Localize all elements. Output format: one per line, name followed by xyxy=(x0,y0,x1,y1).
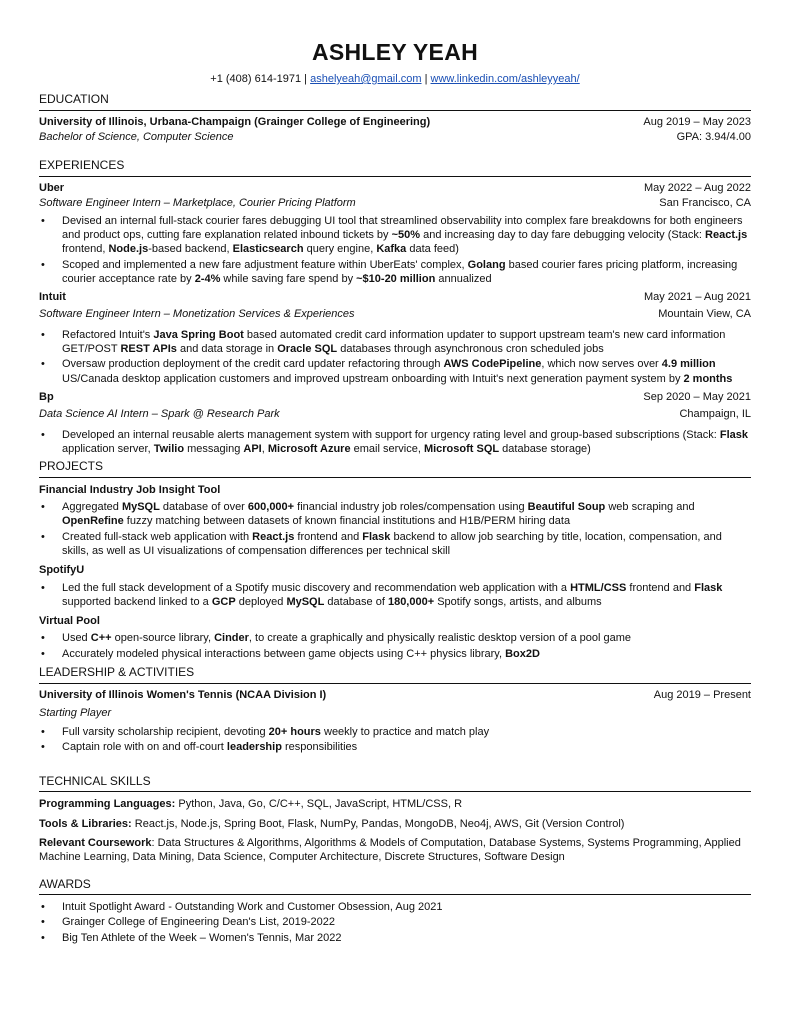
project-title: Financial Industry Job Insight Tool xyxy=(39,483,221,496)
job-dates: May 2021 – Aug 2021 xyxy=(643,291,751,304)
separator: | xyxy=(304,73,308,85)
bullet-item: • Devised an internal full-stack courier fares debugging UI tool that streamlined observability into complex fare breakdowns for both engineers and product ops, cutting fare explanation related inbound tickets by ~50% and increasing day to day fare debugging velocity (Stack: React.js frontend, Node.js-based backend, Elasticsearch query engine, Kafka data feed) xyxy=(39,214,751,257)
employer-name: Uber xyxy=(39,182,65,195)
employer-name: Bp xyxy=(39,390,54,403)
contact-line xyxy=(39,72,751,86)
job-title: Software Engineer Intern – Marketplace, Courier Pricing Platform xyxy=(39,197,356,210)
bullet-item: • Led the full stack development of a Spotify music discovery and recommendation web application with a HTML/CSS frontend and Flask supported backend linked to a GCP deployed MySQL database of 180,000+ Spotify songs, artists, and albums xyxy=(39,581,751,610)
bullet-item: • Accurately modeled physical interactions between game objects using C++ physics library, Box2D xyxy=(39,647,751,661)
activity-role: Starting Player xyxy=(39,706,112,719)
bullet-item: • Aggregated MySQL database of over 600,000+ financial industry job roles/compensation using Beautiful Soup web scraping and OpenRefine fuzzy matching between datasets of known financial institutions and H1B/PERM hiring data xyxy=(39,500,751,529)
bullet-item: • Captain role with on and off-court leadership responsibilities xyxy=(39,740,751,754)
separator: | xyxy=(424,73,428,85)
job-title: Data Science AI Intern – Spark @ Research Park xyxy=(39,408,280,421)
bp-role-row xyxy=(39,407,751,421)
employer-name: Intuit xyxy=(39,291,66,304)
intuit-bullets xyxy=(39,328,751,386)
skill-coursework: Relevant Coursework: Data Structures & Algorithms, Algorithms & Models of Computation, Database Systems, Systems Programming, Applied Machine Learning, Data Mining, Data Science, Computer Architecture, Discrete Structures, Software Design xyxy=(39,836,741,864)
phone: +1 (408) 614-1971 xyxy=(210,73,302,85)
resume xyxy=(39,38,751,946)
job-location: Champaign, IL xyxy=(679,408,751,421)
activity-name: University of Illinois Women's Tennis (NCAA Division I) xyxy=(39,688,327,701)
intuit-role-row xyxy=(39,307,751,321)
degree-row xyxy=(39,130,751,144)
candidate-name: ASHLEY YEAH xyxy=(311,39,479,65)
job-location: San Francisco, CA xyxy=(659,197,751,210)
awards-list xyxy=(39,900,751,945)
project-bullets xyxy=(39,631,751,661)
uber-header xyxy=(39,181,751,195)
education-dates: Aug 2019 – May 2023 xyxy=(643,115,751,128)
bullet-item: • Used C++ open-source library, Cinder, to create a graphically and physically realistic desktop version of a pool game xyxy=(39,631,751,645)
leadership-bullets xyxy=(39,725,751,755)
school-name: University of Illinois, Urbana-Champaign (Grainger College of Engineering) xyxy=(39,115,431,128)
education-heading: EDUCATION xyxy=(39,92,751,111)
education-row xyxy=(39,115,751,129)
award-item: • Grainger College of Engineering Dean's List, 2019-2022 xyxy=(39,915,751,929)
project-bullets xyxy=(39,500,751,558)
bullet-item: • Oversaw production deployment of the credit card updater refactoring through AWS CodePipeline, which now serves over 4.9 million US/Canada desktop application customers and improved upstream onboarding with Intuit's next generation payment system by 2 months xyxy=(39,357,751,386)
email-link[interactable]: ashelyeah@gmail.com xyxy=(310,73,422,85)
linkedin-link[interactable]: www.linkedin.com/ashleyyeah/ xyxy=(430,73,580,85)
activity-dates: Aug 2019 – Present xyxy=(653,688,751,701)
bullet-item: • Developed an internal reusable alerts management system with support for urgency rating level and group-based subscriptions (Stack: Flask application server, Twilio messaging API, Microsoft Azure email service, Microsoft SQL database storage) xyxy=(39,428,751,457)
skill-languages: Programming Languages: Python, Java, Go, C/C++, SQL, JavaScript, HTML/CSS, R xyxy=(39,798,463,811)
bullet-item: • Scoped and implemented a new fare adjustment feature within UberEats' complex, Golang based courier fares pricing platform, increasing courier acceptance rate by 2-4% while saving fare spend by ~$10-20 million annualized xyxy=(39,258,751,287)
intuit-header xyxy=(39,290,751,304)
bullet-item: • Created full-stack web application with React.js frontend and Flask backend to allow job searching by title, location, compensation, and skills, as well as UI visualizations of compensation differences per technical skill xyxy=(39,530,751,559)
bullet-item: • Refactored Intuit's Java Spring Boot based automated credit card information updater to support upstream team's new card information GET/POST REST APIs and data storage in Oracle SQL databases through asynchronous cron scheduled jobs xyxy=(39,328,751,357)
project-title: Virtual Pool xyxy=(39,615,100,628)
experiences-heading: EXPERIENCES xyxy=(39,158,751,177)
job-dates: Sep 2020 – May 2021 xyxy=(643,390,751,403)
leadership-heading: LEADERSHIP & ACTIVITIES xyxy=(39,665,751,684)
degree: Bachelor of Science, Computer Science xyxy=(39,131,234,144)
projects-heading: PROJECTS xyxy=(39,459,751,478)
project-title: SpotifyU xyxy=(39,564,85,577)
project-bullets xyxy=(39,581,751,610)
award-item: • Intuit Spotlight Award - Outstanding Work and Customer Obsession, Aug 2021 xyxy=(39,900,751,914)
skill-tools: Tools & Libraries: React.js, Node.js, Spring Boot, Flask, NumPy, Pandas, MongoDB, Neo4j, AWS, Git (Version Control) xyxy=(39,817,625,830)
job-location: Mountain View, CA xyxy=(658,308,751,321)
leadership-row xyxy=(39,688,751,702)
job-title: Software Engineer Intern – Monetization Services & Experiences xyxy=(39,308,355,321)
bp-header xyxy=(39,390,751,404)
skills-heading: TECHNICAL SKILLS xyxy=(39,774,751,793)
uber-bullets xyxy=(39,214,751,286)
bullet-item: • Full varsity scholarship recipient, devoting 20+ hours weekly to practice and match play xyxy=(39,725,751,739)
job-dates: May 2022 – Aug 2022 xyxy=(643,182,751,195)
bp-bullets xyxy=(39,428,751,457)
award-item: • Big Ten Athlete of the Week – Women's Tennis, Mar 2022 xyxy=(39,931,751,945)
uber-role-row xyxy=(39,196,751,210)
gpa: GPA: 3.94/4.00 xyxy=(676,131,751,144)
awards-heading: AWARDS xyxy=(39,877,751,896)
